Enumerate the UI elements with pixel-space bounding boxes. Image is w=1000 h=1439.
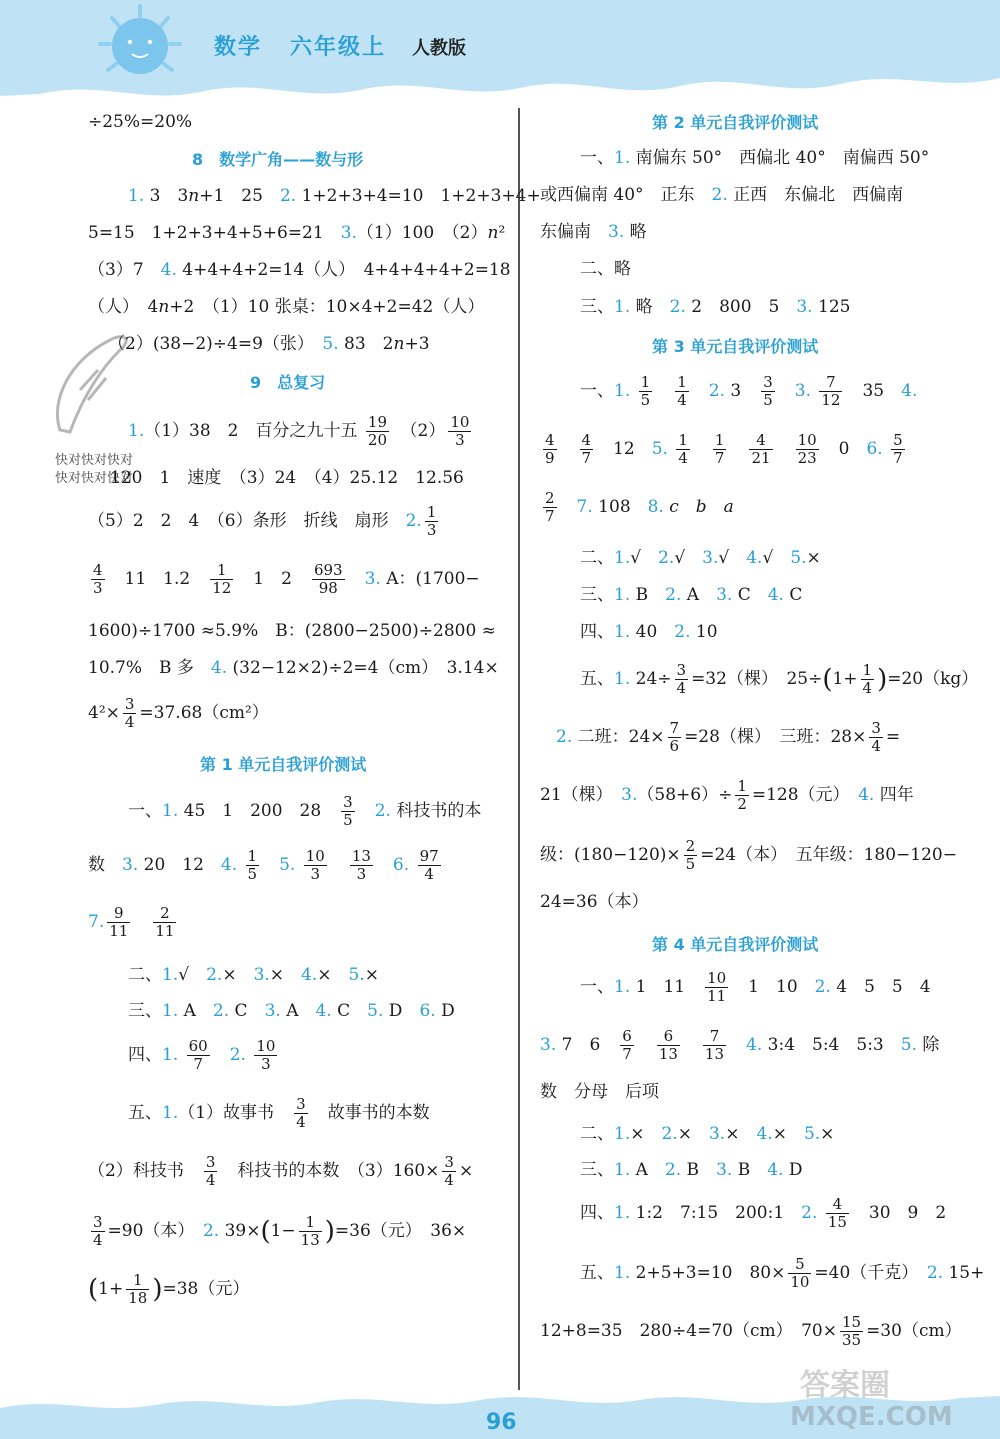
answer-line: $\frac{3}{4}$ =90（本） 2. 39×(1− $\frac{1}{13}$ )=36（元） 36× (93, 1213, 467, 1249)
answer-line: ÷25%=20% (88, 112, 193, 132)
answer-line: 五、1. 2+5+3=10 80× $\frac{5}{10}$ =40（千克） 2. 15+ (580, 1255, 985, 1291)
answer-line: 12+8=35 280÷4=70（cm） 70× $\frac{15}{35}$ =30（cm） (540, 1313, 962, 1349)
answer-line: 21（棵） 3.（58+6）÷ $\frac{1}{2}$ =128（元） 4. 四年 (540, 777, 914, 813)
answer-line: 1. 3 3n+1 25 2. 1+2+3+4=10 1+2+3+4+ (128, 186, 541, 206)
answer-line: 7. $\frac{9}{11}$ $\frac{2}{11}$ (88, 904, 175, 940)
answer-line: 3. 7 6 $\frac{6}{7}$ $\frac{6}{13}$ $\frac{7}{13}$ 4. 3:4 5:4 5:3 5. 除 (540, 1027, 940, 1063)
answer-line: 或西偏南 40° 正东 2. 正西 东偏北 西偏南 (540, 185, 904, 205)
section-title: 第 3 单元自我评价测试 (652, 337, 819, 356)
answer-line: $\frac{4}{3}$ 11 1.2 $\frac{1}{12}$ 1 2 $\frac{693}{98}$ 3. A：(1700− (93, 561, 480, 597)
answer-line: 四、1. 1:2 7:15 200:1 2. $\frac{4}{15}$ 30 9 2 (580, 1195, 947, 1231)
section-title: 第 4 单元自我评价测试 (652, 935, 819, 954)
answer-line: 一、1. 1 11 $\frac{10}{11}$ 1 10 2. 4 5 5 4 (580, 969, 931, 1005)
section-title: 9 总复习 (250, 373, 326, 392)
answer-line: 五、1. 24÷ $\frac{3}{4}$ =32（棵） 25÷(1+ $\frac{1}{4}$ )=20（kg） (580, 661, 979, 697)
header-subject: 数学 (214, 35, 263, 60)
watermark-logo: 答案圈 (800, 1368, 890, 1403)
answer-line: 一、1. $\frac{1}{5}$ $\frac{1}{4}$ 2. 3 $\frac{3}{5}$ 3. $\frac{7}{12}$ 35 4. (580, 373, 918, 409)
header-grade: 六年级上 (290, 35, 387, 60)
answer-line: 二、1.× 2.× 3.× 4.× 5.× (580, 1124, 835, 1144)
answer-line: 二、略 (580, 259, 631, 279)
stamp-line: 快对快对快对 (55, 453, 134, 468)
answer-line: （2）(38−2)÷4=9（张） 5. 83 2n+3 (108, 334, 430, 354)
answer-line: （2）科技书 $\frac{3}{4}$ 科技书的本数 （3）160× $\frac{3}{4}$ × (88, 1153, 474, 1189)
section-title: 第 1 单元自我评价测试 (200, 755, 367, 774)
column-divider (518, 108, 520, 1390)
answer-line: （5）2 2 4 （6）条形 折线 扇形 2. $\frac{1}{3}$ (88, 503, 437, 539)
answer-line: 1600)÷1700 ≈5.9% B：(2800−2500)÷2800 ≈ (88, 621, 496, 641)
sun-icon (92, 2, 188, 86)
answer-line: 东偏南 3. 略 (540, 222, 647, 242)
answer-line: 2. 二班：24× $\frac{7}{6}$ =28（棵） 三班：28× $\frac{3}{4}$ = (556, 719, 901, 755)
answer-line: (1+ $\frac{1}{18}$ )=38（元） (88, 1271, 250, 1307)
answer-line: 一、1. 南偏东 50° 西偏北 40° 南偏西 50° (580, 148, 930, 168)
answer-line: 1.（1）38 2 百分之九十五 $\frac{19}{20}$ （2） $\frac{10}{3}$ (128, 413, 470, 449)
section-title: 第 2 单元自我评价测试 (652, 113, 819, 132)
answer-line: 10.7% B 多 4. (32−12×2)÷2=4（cm） 3.14× (88, 658, 499, 678)
answer-line: 级：(180−120)× $\frac{2}{5}$ =24（本） 五年级：180−120− (540, 837, 957, 873)
answer-line: $\frac{2}{7}$ 7. 108 8. c b a (545, 489, 734, 525)
answer-line: $\frac{4}{9}$ $\frac{4}{7}$ 12 5. $\frac{1}{4}$ $\frac{1}{7}$ $\frac{4}{21}$ $\frac{10}{23}$ 0 6. $\frac{5}{7}$ (545, 431, 903, 467)
answer-line: 一、1. 45 1 200 28 $\frac{3}{5}$ 2. 科技书的本 (128, 793, 482, 829)
answer-line: 五、1.（1）故事书 $\frac{3}{4}$ 故事书的本数 (128, 1095, 430, 1131)
answer-line: 120 1 速度 （3）24 （4）25.12 12.56 (110, 468, 464, 488)
header-edition: 人教版 (412, 38, 466, 59)
answer-line: 三、1. B 2. A 3. C 4. C (580, 585, 803, 605)
answer-line: 5=15 1+2+3+4+5+6=21 3.（1）100 （2）n² (88, 223, 506, 243)
answer-line: 数 3. 20 12 4. $\frac{1}{5}$ 5. $\frac{10}{3}$ $\frac{13}{3}$ 6. $\frac{97}{4}$ (88, 847, 439, 883)
answer-line: （3）7 4. 4+4+4+2=14（人） 4+4+4+4+2=18 (88, 260, 511, 280)
answer-line: 数 分母 后项 (540, 1082, 659, 1102)
stamp-line: 快对快对快对 (55, 471, 134, 486)
answer-line: （人） 4n+2 （1）10 张桌：10×4+2=42（人） (88, 297, 485, 317)
answer-line: 三、1. 略 2. 2 800 5 3. 125 (580, 297, 851, 317)
answer-line: 4²× $\frac{3}{4}$ =37.68（cm²） (88, 695, 269, 731)
page-number: 96 (486, 1410, 517, 1435)
watermark-url: MXQE.COM (790, 1402, 953, 1432)
answer-line: 24=36（本） (540, 892, 649, 912)
section-title: 8 数学广角——数与形 (192, 150, 364, 169)
answer-line: 三、1. A 2. C 3. A 4. C 5. D 6. D (128, 1001, 455, 1021)
answer-line: 三、1. A 2. B 3. B 4. D (580, 1160, 803, 1180)
answer-line: 二、1.√ 2.√ 3.√ 4.√ 5.× (580, 548, 821, 568)
answer-line: 四、1. $\frac{60}{7}$ 2. $\frac{10}{3}$ (128, 1037, 276, 1073)
answer-line: 二、1.√ 2.× 3.× 4.× 5.× (128, 965, 380, 985)
answer-line: 四、1. 40 2. 10 (580, 622, 718, 642)
